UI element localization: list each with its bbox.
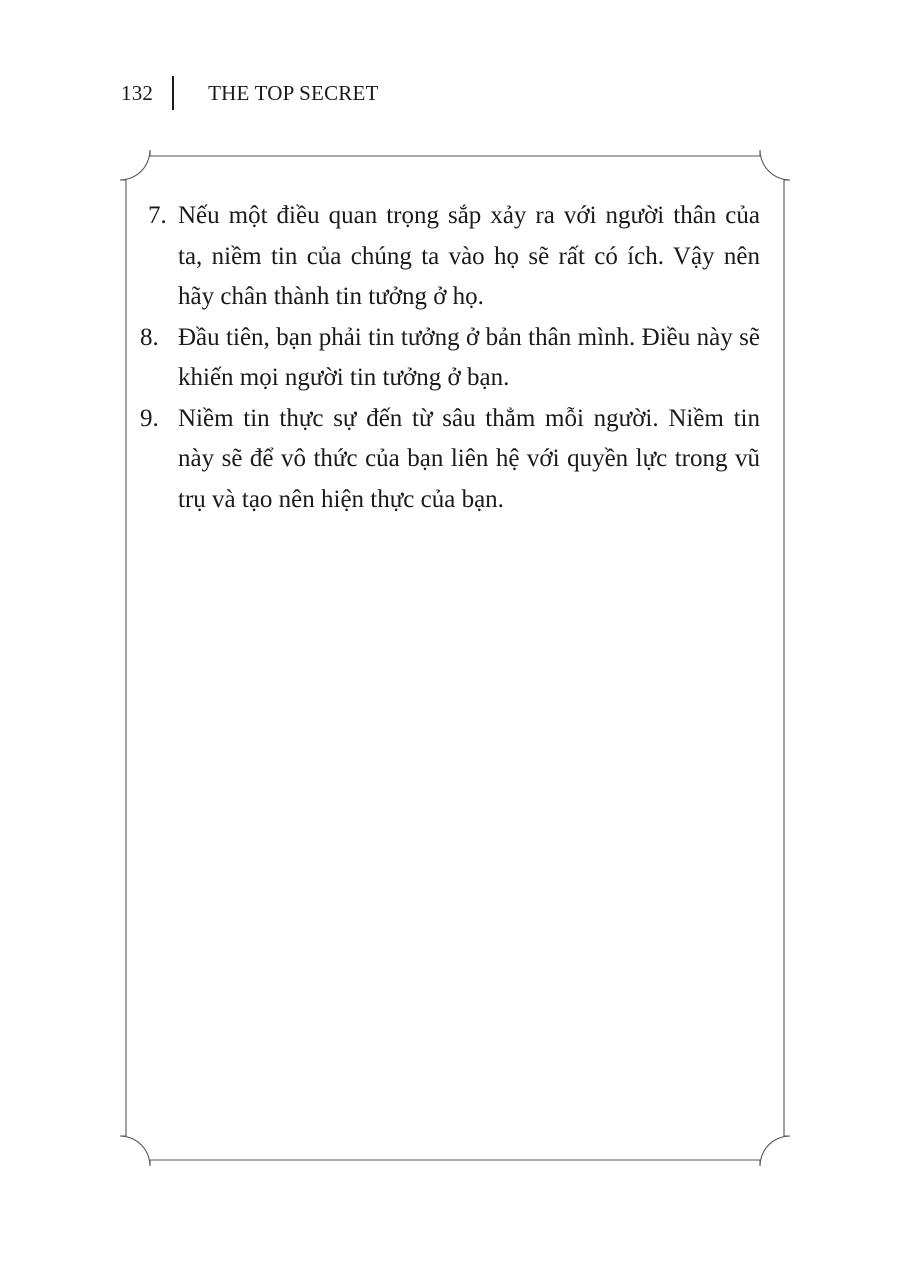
list-item-9	[138, 399, 760, 521]
list-content	[138, 196, 760, 520]
book-title: THE TOP SECRET	[208, 80, 379, 105]
list-item-text: Đầu tiên, bạn phải tin tưởng ở bản thân mình. Điều này sẽ khiến mọi người tin tưởng ở bạn.	[178, 323, 760, 391]
list-item-number: 9.	[140, 404, 159, 432]
list-item-text: Nếu một điều quan trọng sắp xảy ra với người thân của ta, niềm tin của chúng ta vào họ sẽ rất có ích. Vậy nên hãy chân thành tin tưởng ở họ.	[178, 202, 760, 310]
page-number: 132	[121, 80, 154, 105]
list-item-8	[138, 318, 760, 399]
header-divider	[172, 76, 174, 110]
list-item-text: Niềm tin thực sự đến từ sâu thẳm mỗi người. Niềm tin này sẽ để vô thức của bạn liên hệ với quyền lực trong vũ trụ và tạo nên hiện thực của bạn.	[178, 404, 760, 513]
list-item-7	[138, 196, 760, 318]
running-header	[121, 76, 379, 110]
list-item-number: 8.	[140, 323, 159, 351]
list-item-number: 7.	[148, 202, 167, 229]
